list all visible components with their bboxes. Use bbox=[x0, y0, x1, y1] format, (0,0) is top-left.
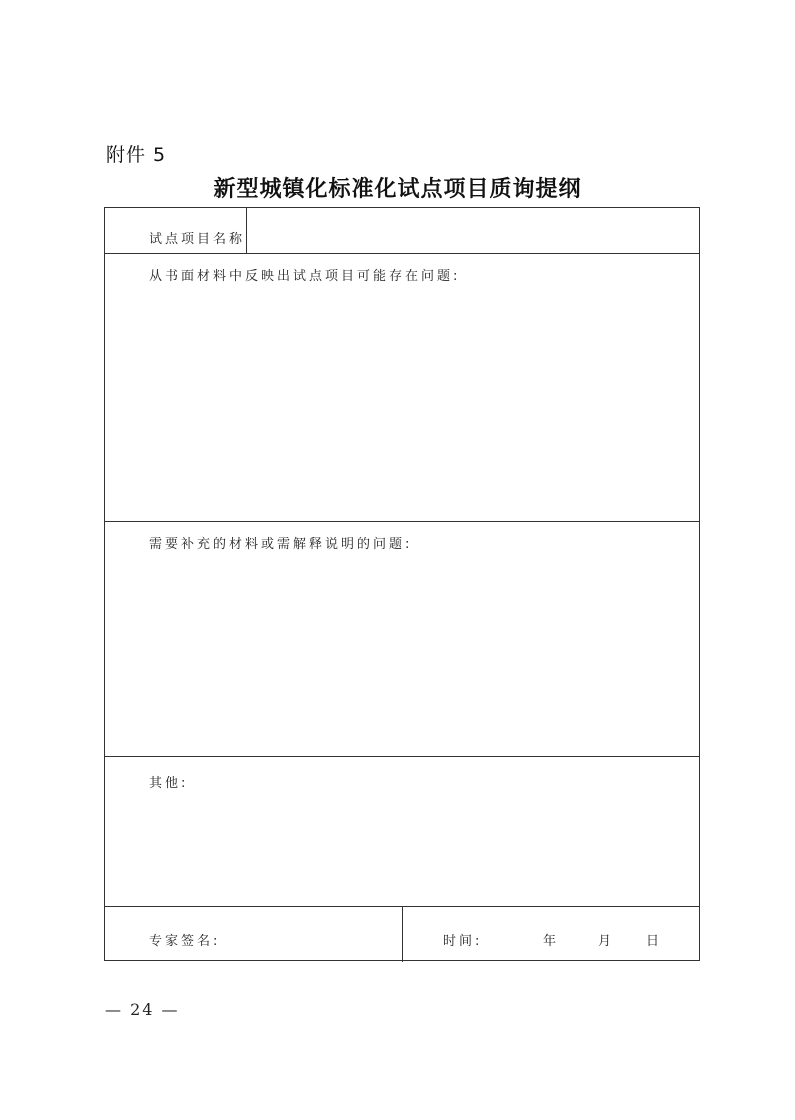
section-supplement-label: 需要补充的材料或需解释说明的问题: bbox=[149, 537, 413, 552]
row-divider-1 bbox=[105, 253, 699, 254]
row-divider-3 bbox=[105, 756, 699, 757]
project-name-divider bbox=[246, 208, 247, 253]
existing-problems-field[interactable] bbox=[105, 288, 699, 518]
section-other-label: 其他: bbox=[149, 776, 189, 791]
inquiry-form-table bbox=[104, 207, 700, 961]
project-name-label: 试点项目名称 bbox=[149, 232, 246, 247]
month-label: 月 bbox=[598, 934, 615, 949]
other-field[interactable] bbox=[105, 796, 699, 904]
page-number: — 24 — bbox=[105, 1000, 180, 1019]
supplement-field[interactable] bbox=[105, 556, 699, 754]
document-title: 新型城镇化标准化试点项目质询提纲 bbox=[213, 176, 582, 202]
year-label: 年 bbox=[543, 934, 560, 949]
day-label: 日 bbox=[646, 934, 663, 949]
project-name-field[interactable] bbox=[248, 208, 699, 253]
signature-label: 专家签名: bbox=[149, 934, 221, 949]
time-label: 时间: bbox=[443, 934, 483, 949]
attachment-label: 附件 5 bbox=[106, 144, 167, 166]
signature-time-divider bbox=[402, 906, 403, 962]
row-divider-2 bbox=[105, 521, 699, 522]
section-existing-problems-label: 从书面材料中反映出试点项目可能存在问题: bbox=[149, 269, 461, 284]
